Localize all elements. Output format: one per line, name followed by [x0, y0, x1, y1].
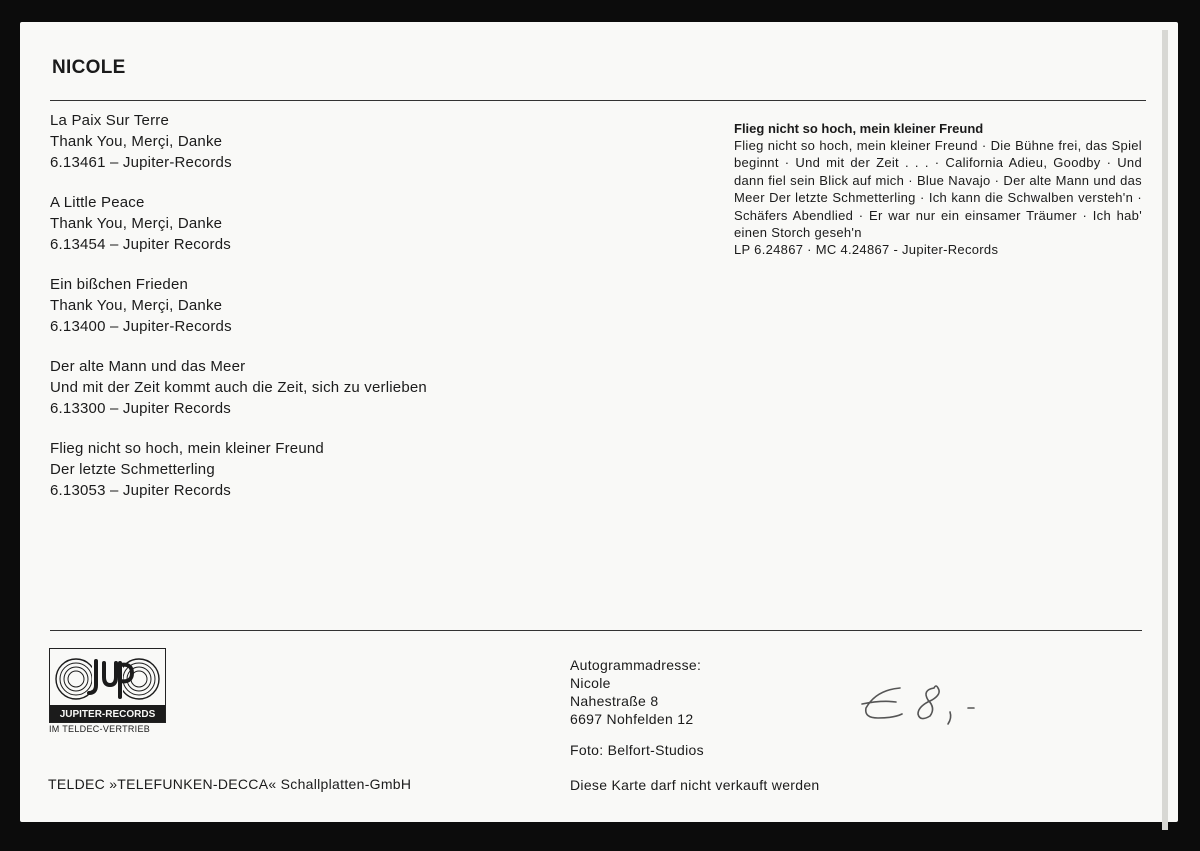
- single-catalog: 6.13400 – Jupiter-Records: [50, 318, 232, 335]
- album-block: [734, 120, 1142, 259]
- single-b-side: Thank You, Merçi, Danke: [50, 215, 223, 232]
- single-entry: [50, 438, 670, 501]
- address-name: Nicole: [570, 675, 611, 691]
- album-tracklist: Flieg nicht so hoch, mein kleiner Freund · Die Bühne frei, das Spiel beginnt · Und mit der Zeit . . . · California Adieu, Goodby · Und dann fiel sein Blick auf mich · Blue Navajo · Der alte Mann und das Meer Der letzte Schmetterling · Ich kann die Schwalben versteh'n · Schäfers Abendlied · Er war nur ein einsamer Träumer · Ich hab' einen Storch geseh'n: [734, 138, 1142, 241]
- jupiter-records-logo: [49, 648, 166, 723]
- single-entry: [50, 274, 670, 337]
- single-title: A Little Peace: [50, 194, 145, 211]
- album-catalog: LP 6.24867 · MC 4.24867 - Jupiter-Records: [734, 242, 999, 258]
- handwritten-price-mark: [856, 678, 986, 728]
- address-city: 6697 Nohfelden 12: [570, 711, 694, 727]
- single-title: Der alte Mann und das Meer: [50, 358, 246, 375]
- bottom-divider: [50, 630, 1142, 631]
- single-entry: [50, 356, 670, 419]
- single-b-side: Thank You, Merçi, Danke: [50, 297, 223, 314]
- artist-title: NICOLE: [52, 57, 126, 78]
- single-b-side: Der letzte Schmetterling: [50, 461, 215, 478]
- record-logo-icon: [50, 649, 165, 722]
- logo-subtext: IM TELDEC-VERTRIEB: [49, 724, 151, 734]
- sale-notice: Diese Karte darf nicht verkauft werden: [570, 777, 820, 793]
- single-title: Flieg nicht so hoch, mein kleiner Freund: [50, 440, 324, 457]
- single-catalog: 6.13461 – Jupiter-Records: [50, 154, 232, 171]
- photo-credit: Foto: Belfort-Studios: [570, 742, 704, 758]
- single-title: Ein bißchen Frieden: [50, 276, 189, 293]
- address-street: Nahestraße 8: [570, 693, 659, 709]
- single-catalog: 6.13454 – Jupiter Records: [50, 236, 231, 253]
- single-catalog: 6.13053 – Jupiter Records: [50, 482, 231, 499]
- album-title: Flieg nicht so hoch, mein kleiner Freund: [734, 121, 984, 136]
- postcard: [20, 22, 1178, 822]
- single-title: La Paix Sur Terre: [50, 112, 170, 129]
- single-entry: [50, 192, 670, 255]
- single-catalog: 6.13300 – Jupiter Records: [50, 400, 231, 417]
- card-edge: [1162, 30, 1168, 830]
- single-entry: [50, 110, 670, 173]
- top-divider: [50, 100, 1146, 101]
- address-label: Autogrammadresse:: [570, 657, 702, 673]
- company-name: TELDEC »TELEFUNKEN-DECCA« Schallplatten-GmbH: [48, 776, 412, 792]
- singles-list: [50, 110, 670, 520]
- logo-label: JUPITER-RECORDS: [59, 709, 156, 720]
- autograph-address: [570, 656, 701, 728]
- single-b-side: Und mit der Zeit kommt auch die Zeit, sich zu verlieben: [50, 379, 427, 396]
- single-b-side: Thank You, Merçi, Danke: [50, 133, 223, 150]
